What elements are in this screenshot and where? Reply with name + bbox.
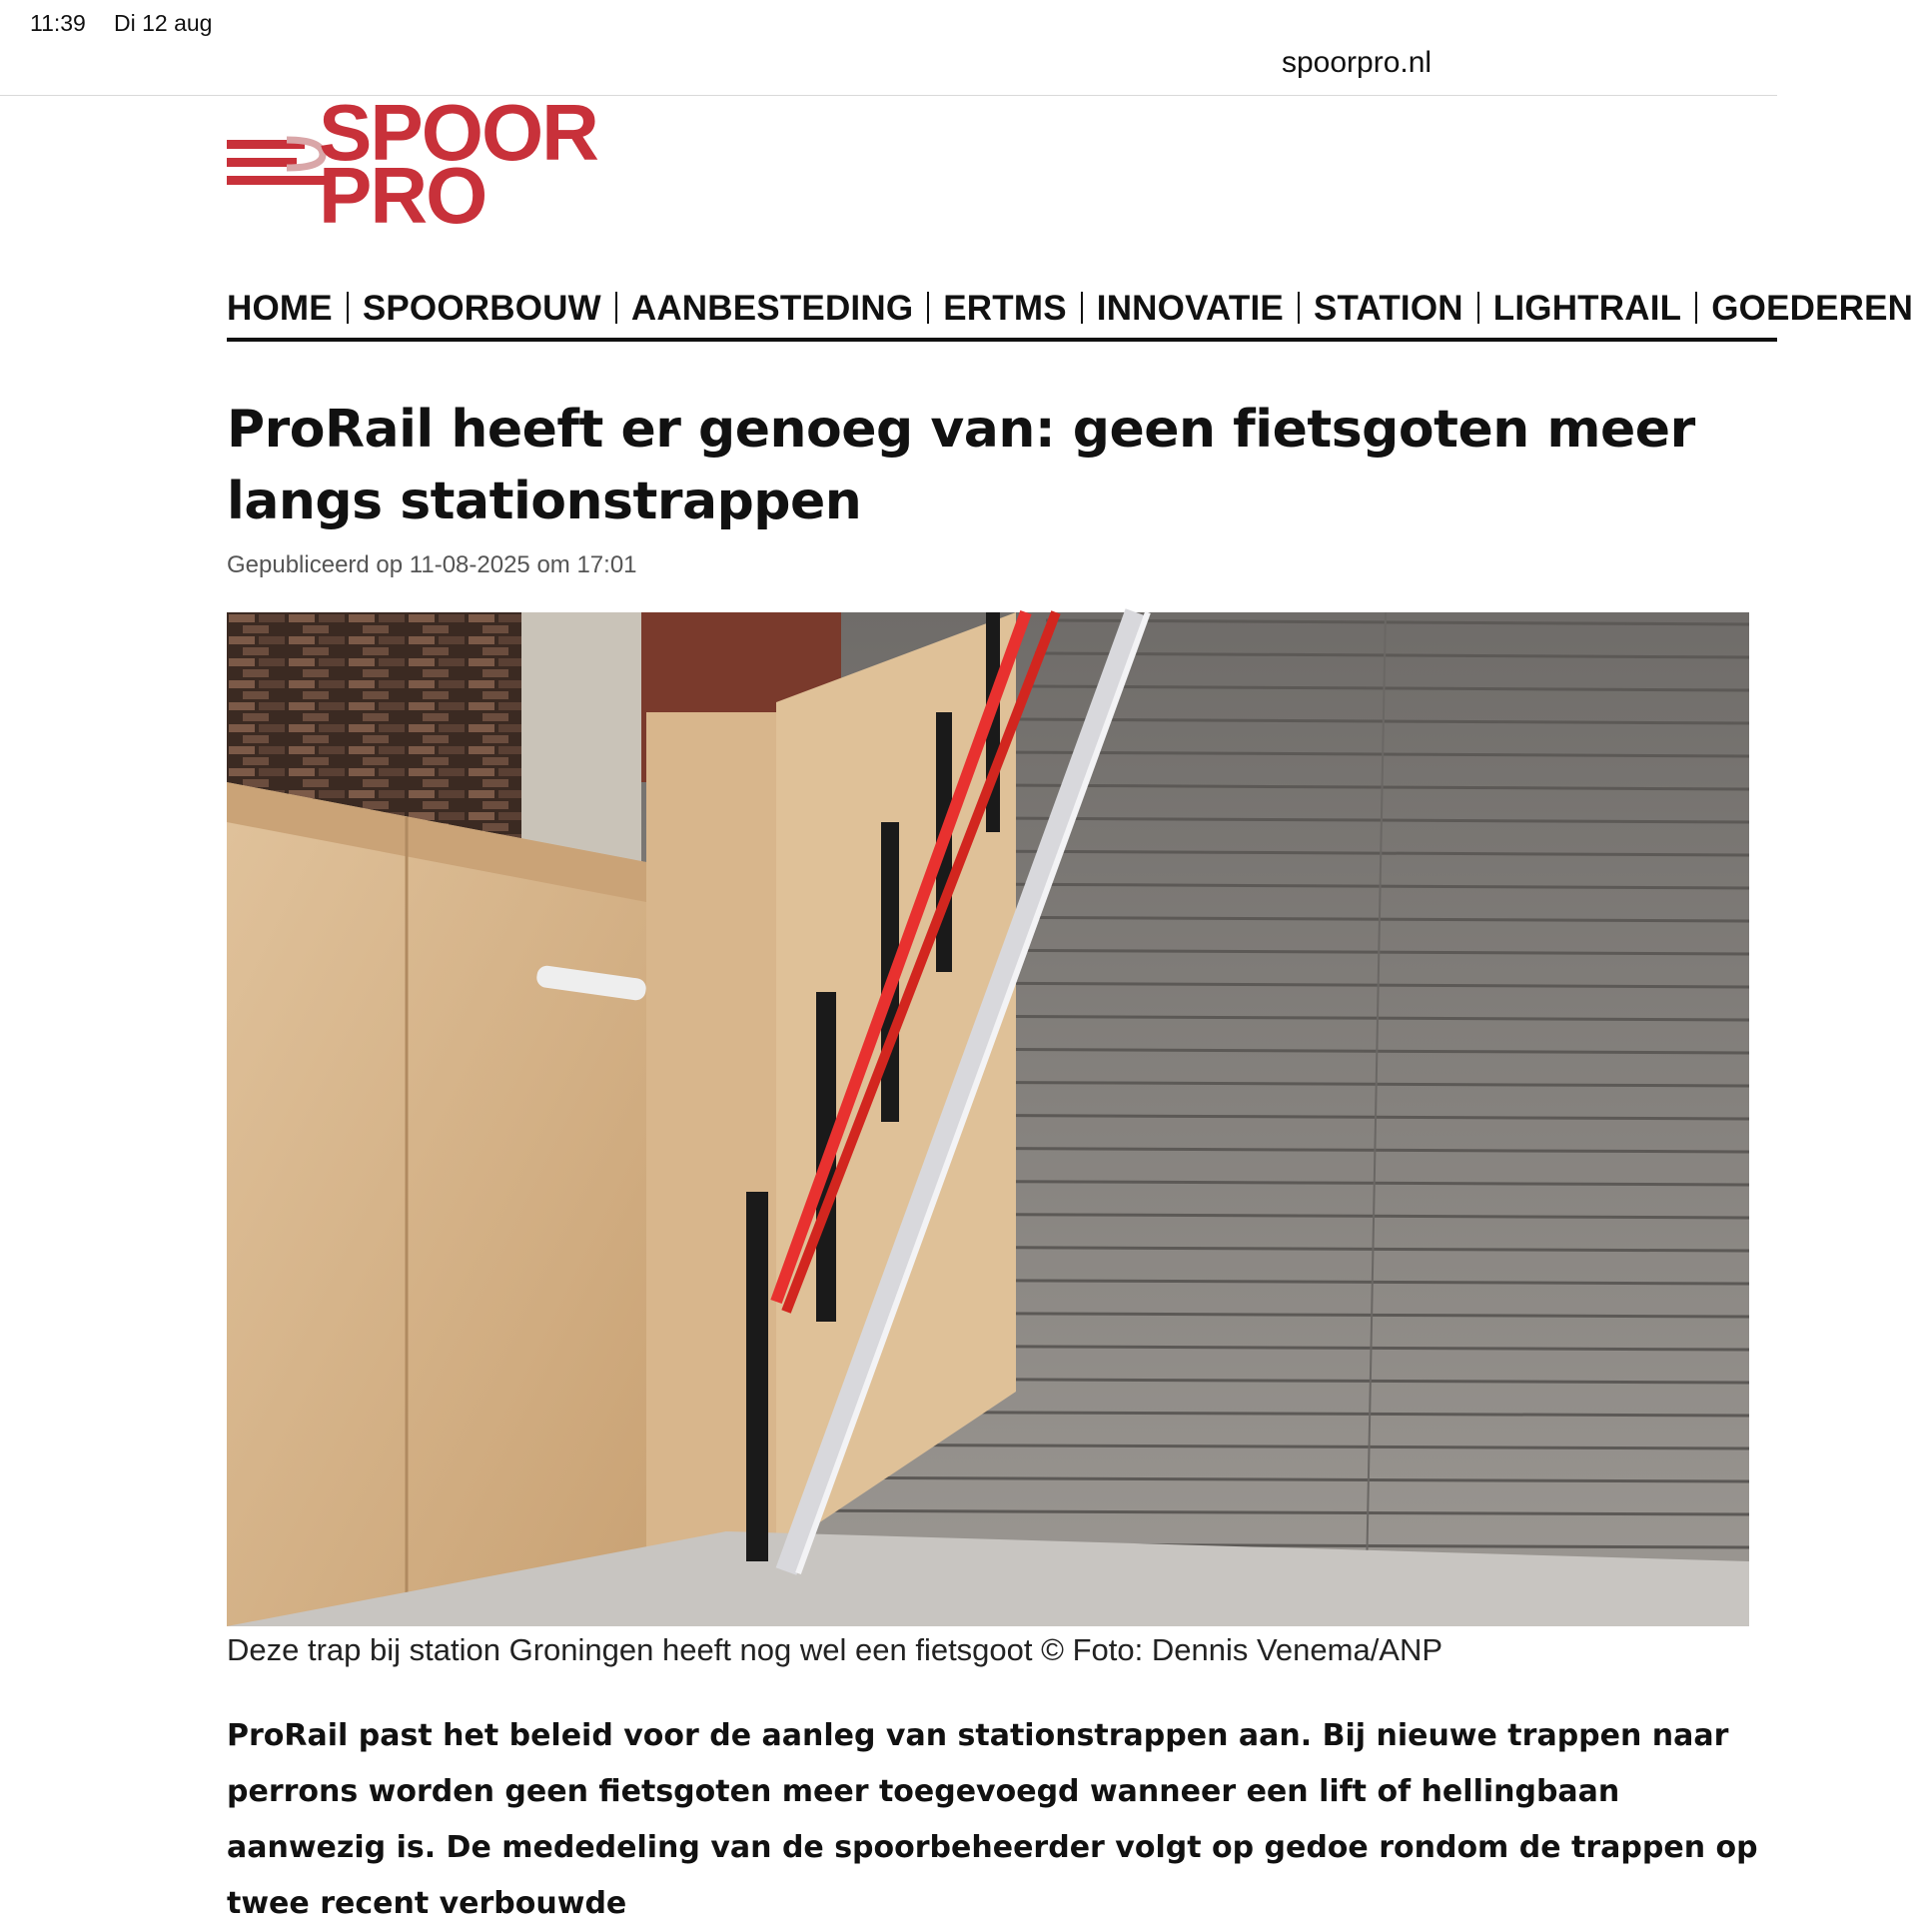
nav-divider [1477, 292, 1479, 324]
status-time: 11:39 [30, 10, 86, 36]
nav-home[interactable]: HOME [227, 289, 333, 328]
nav-divider [615, 292, 617, 324]
article-lead: ProRail past het beleid voor de aanleg van stationstrappen aan. Bij nieuwe trappen naar perrons worden geen fietsgoten meer toegevoegd wanneer een lift of hellingbaan aanwezig is. De mededeling van de spoorbeheerder volgt op gedoe rondom de trappen op twee recent verbouwde [227, 1718, 1758, 1921]
nav-aanbesteding[interactable]: AANBESTEDING [630, 289, 914, 328]
status-bar [0, 0, 1777, 96]
nav-lightrail[interactable]: LIGHTRAIL [1492, 289, 1682, 328]
nav-ertms[interactable]: ERTMS [943, 289, 1067, 328]
site-logo[interactable] [227, 88, 631, 240]
nav-station[interactable]: STATION [1313, 289, 1463, 328]
image-caption: Deze trap bij station Groningen heeft nog wel een fietsgoot © Foto: Dennis Venema/ANP [227, 1632, 1443, 1667]
logo-line1: SPOOR [319, 88, 597, 177]
status-date: Di 12 aug [114, 10, 213, 36]
nav-spoorbouw[interactable]: SPOORBOUW [362, 289, 601, 328]
stairs-photo-illustration [227, 612, 1749, 1626]
spoorpro-logo-icon [227, 88, 631, 240]
address-bar-url[interactable]: spoorpro.nl [1282, 46, 1433, 79]
main-navigation [227, 284, 1913, 342]
nav-innovatie[interactable]: INNOVATIE [1096, 289, 1284, 328]
publish-date: Gepubliceerd op 11-08-2025 om 17:01 [227, 551, 637, 578]
nav-divider [927, 292, 929, 324]
article-headline: ProRail heeft er genoeg van: geen fietsgoten meer langs stationstrappen [227, 400, 1695, 531]
nav-divider [347, 292, 349, 324]
logo-line2: PRO [319, 151, 486, 240]
nav-divider [1695, 292, 1697, 324]
nav-goederen[interactable]: GOEDEREN [1711, 289, 1913, 328]
article-hero-image [227, 612, 1749, 1626]
nav-divider [1298, 292, 1300, 324]
nav-divider [1081, 292, 1083, 324]
